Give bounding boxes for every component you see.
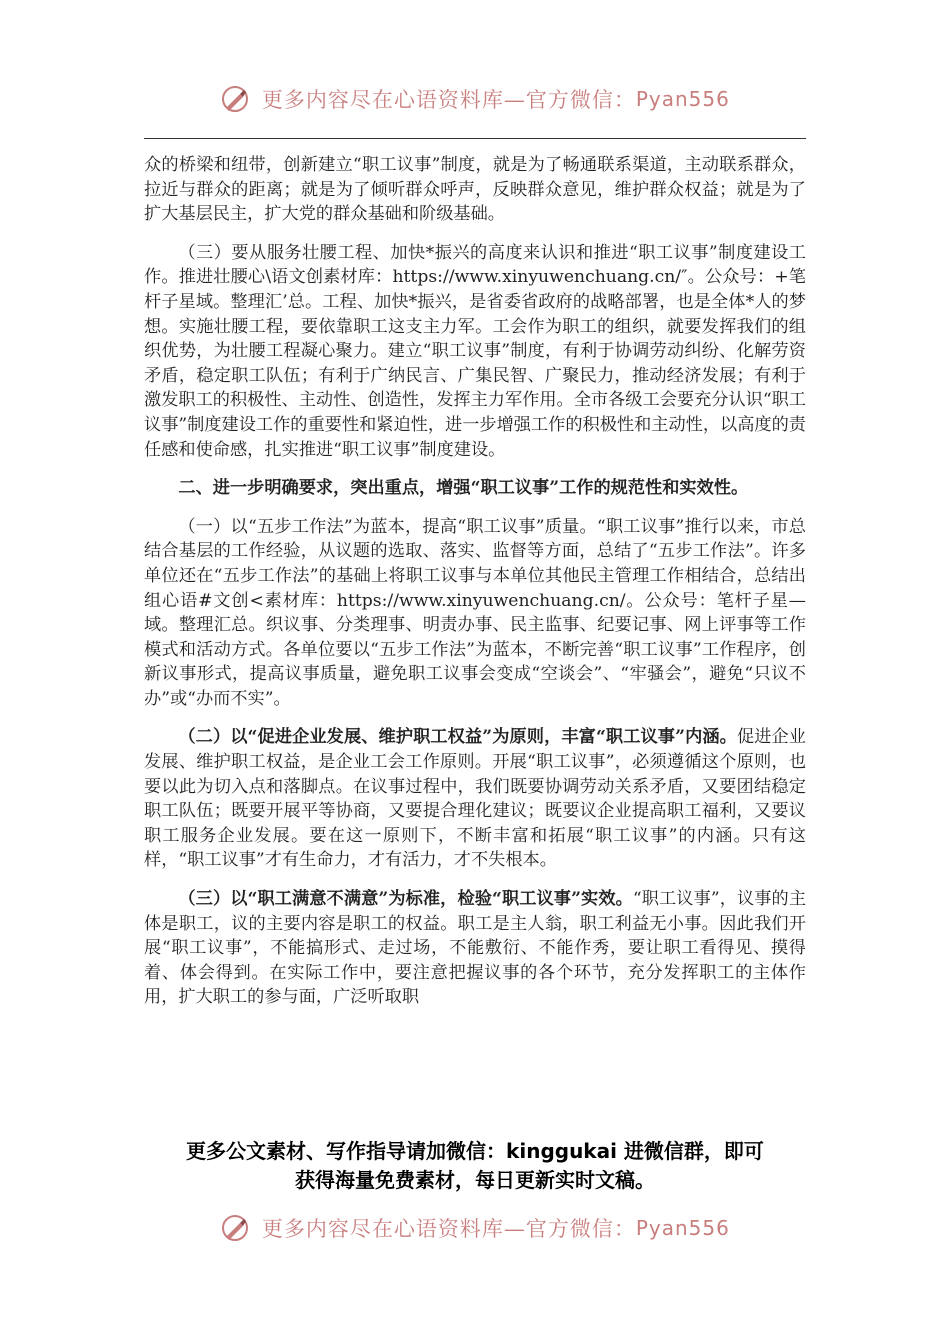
paragraph-5-text: “职工议事”，议事的主体是职工，议的主要内容是职工的权益。职工是主人翁，职工利益无小事。因此我们开展“职工议事”，不能搞形式、走过场，不能敷衍、不能作秀，要让职工看得见、摸得着、体会得到。在实际工作中，要注意把握议事的各个环节，充分发挥职工的主体作用，扩大职工的参与面，广泛听取职	[144, 889, 807, 1008]
header-brand-text: 更多内容尽在心语资料库—官方微信：	[261, 88, 636, 112]
paragraph-1: 众的桥梁和纽带，创新建立“职工议事”制度，就是为了畅通联系渠道，主动联系群众，拉近与群众的距离；就是为了倾听群众呼声，反映群众意见，维护群众权益；就是为了扩大基层民主，扩大党的群众基础和阶级基础。	[144, 155, 806, 225]
header-divider	[144, 138, 806, 139]
page-header	[0, 84, 950, 114]
paragraph-2: （三）要从服务壮腰工程、加快*振兴的高度来认识和推进“职工议事”制度建设工作。推进壮腰心\语文创素材库：https://www.xinyuwenchuang.cn/″。公众号：+笔杆子星域。整理汇’总。工程、加快*振兴，是省委省政府的战略部署，也是全体*人的梦想。实施壮腰工程，要依靠职工这支主力军。工会作为职工的组织，就要发挥我们的组织优势，为壮腰工程凝心聚力。建立“职工议事”制度，有利于协调劳动纠纷、化解劳资矛盾，稳定职工队伍；有利于广纳民言、广集民智、广聚民力，推动经济发展；有利于激发职工的积极性、主动性、创造性，发挥主力军作用。全市各级工会要充分认识“职工议事”制度建设工作的重要性和紧迫性，进一步增强工作的积极性和主动性，以高度的责任感和使命感，扎实推进“职工议事”制度建设。	[144, 242, 806, 460]
promo-line-2: 获得海量免费素材，每日更新实时文稿。	[295, 1168, 655, 1192]
paragraph-4-text: 促进企业发展、维护职工权益，是企业工会工作原则。开展“职工议事”，必须遵循这个原则，也要以此为切入点和落脚点。在议事过程中，我们既要协调劳动关系矛盾，又要团结稳定职工队伍；既要开展平等协商，又要提合理化建议；既要议企业提高职工福利，又要议职工服务企业发展。要在这一原则下，不断丰富和拓展“职工议事”的内涵。只有这样，“职工议事”才有生命力，才有活力，才不失根本。	[144, 727, 806, 871]
footer-wechat-id: Pyan556	[635, 1216, 730, 1240]
paragraph-5	[144, 887, 806, 1010]
page-footer	[0, 1213, 950, 1243]
section-heading-2: 二、进一步明确要求，突出重点，增强“职工议事”工作的规范性和实效性。	[178, 478, 749, 499]
pen-circle-logo-icon	[220, 84, 250, 114]
header-wechat-id: Pyan556	[635, 87, 730, 111]
document-body	[144, 153, 806, 1024]
promo-banner	[130, 1137, 820, 1195]
footer-brand-text: 更多内容尽在心语资料库—官方微信：	[261, 1217, 636, 1241]
promo-line-1: 更多公文素材、写作指导请加微信：kinggukai 进微信群，即可	[186, 1139, 764, 1163]
paragraph-4-lead: （二）以“促进企业发展、维护职工权益”为原则，丰富“职工议事”内涵。	[178, 727, 737, 748]
pen-circle-logo-icon	[220, 1213, 250, 1243]
paragraph-3: （一）以“五步工作法”为蓝本，提高“职工议事”质量。“职工议事”推行以来，市总结合基层的工作经验，从议题的选取、落实、监督等方面，总结了“五步工作法”。许多单位还在“五步工作法”的基础上将职工议事与本单位其他民主管理工作相结合，总结出组心语#文创<素材库：https://www.xinyuwenchuang.cn/。公众号：笔杆子星—域。整理汇总。织议事、分类理事、明责办事、民主监事、纪要记事、网上评事等工作模式和活动方式。各单位要以“五步工作法”为蓝本，不断完善“职工议事”工作程序，创新议事形式，提高议事质量，避免职工议事会变成“空谈会”、“牢骚会”，避免“只议不办”或“办而不实”。	[144, 516, 806, 709]
paragraph-5-lead: （三）以“职工满意不满意”为标准，检验“职工议事”实效。	[178, 889, 633, 910]
paragraph-4	[144, 725, 806, 873]
